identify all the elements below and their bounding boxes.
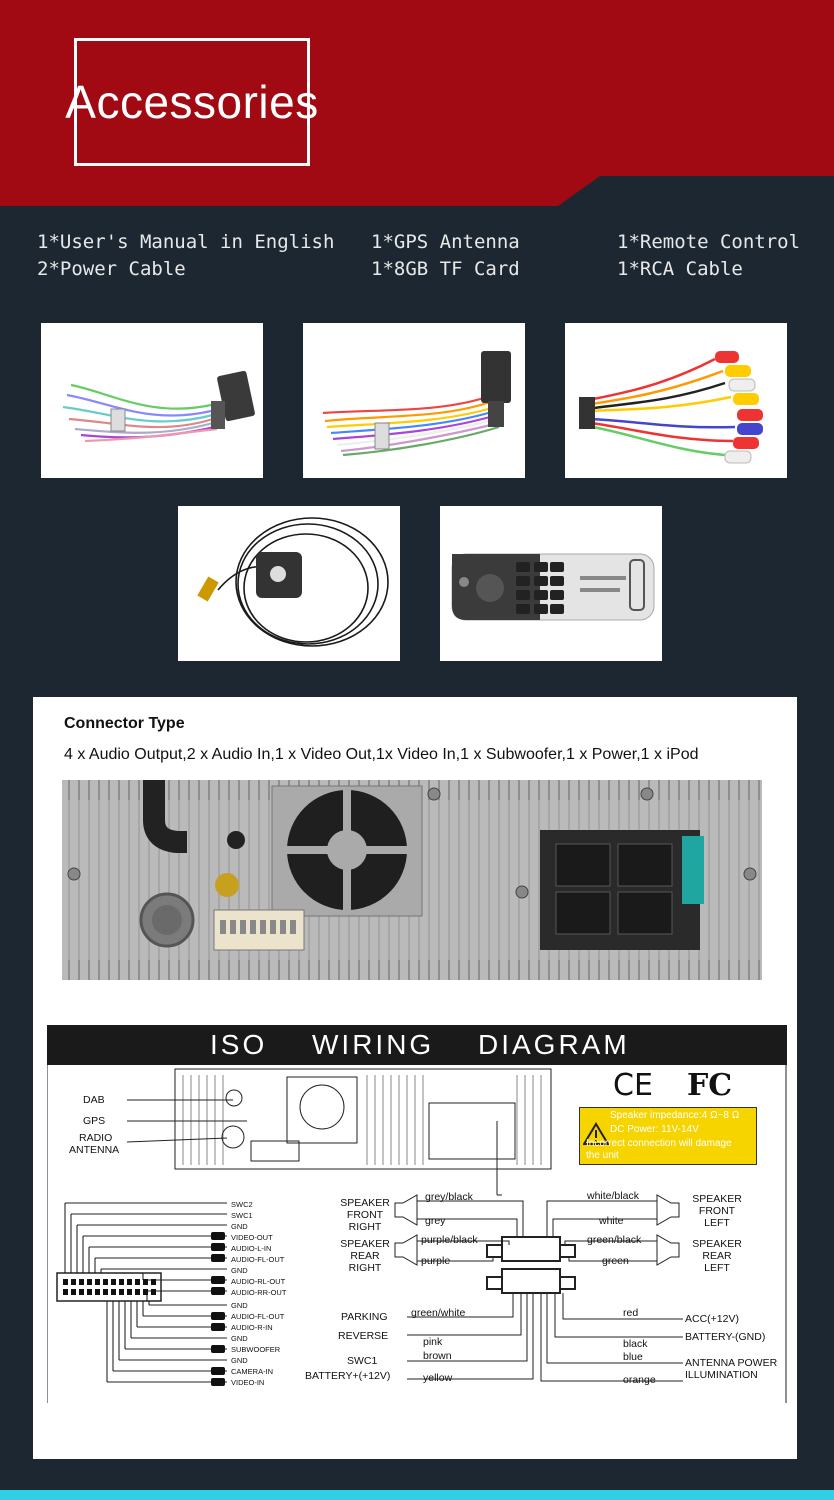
accessory-list-col1 xyxy=(37,229,334,283)
wire-color-label: red xyxy=(623,1307,639,1319)
accessory-item: 1*RCA Cable xyxy=(617,258,743,280)
wire-color-label: green/white xyxy=(411,1307,466,1319)
pin-label: CAMERA-IN xyxy=(231,1367,274,1376)
speaker-label-line: FRONT xyxy=(346,1209,384,1221)
pin-label: AUDIO-RR-OUT xyxy=(231,1288,287,1297)
pin-label: GND xyxy=(231,1334,248,1343)
accessory-item: 1*GPS Antenna xyxy=(371,231,520,253)
warning-line: the unit xyxy=(586,1150,619,1161)
accessory-item: 1*Remote Control xyxy=(617,231,801,253)
signal-antenna-power-label: ANTENNA POWER xyxy=(685,1357,778,1369)
page-title-box xyxy=(65,38,319,166)
signal-swc1-label: SWC1 xyxy=(347,1355,378,1367)
radio-antenna-label: RADIO xyxy=(79,1132,113,1144)
pin-label: AUDIO-RL-OUT xyxy=(231,1277,286,1286)
accessory-list-col2 xyxy=(371,229,520,283)
wire-color-label: brown xyxy=(423,1350,452,1362)
speaker-front-left-label xyxy=(687,1193,747,1229)
speaker-label-line: RIGHT xyxy=(348,1221,382,1233)
speaker-rear-left-label xyxy=(687,1238,747,1274)
unit-back-panel-photo xyxy=(62,780,762,980)
speaker-label-line: SPEAKER xyxy=(340,1238,390,1250)
pin-label: AUDIO-FL-OUT xyxy=(231,1312,285,1321)
wire-color-label: black xyxy=(623,1338,648,1350)
speaker-label-line: SPEAKER xyxy=(692,1238,742,1250)
accessory-item: 1*8GB TF Card xyxy=(371,258,520,280)
pin-label: GND xyxy=(231,1266,248,1275)
pin-label: VIDEO-IN xyxy=(231,1378,265,1387)
remote-control-photo xyxy=(440,506,662,661)
wire-color-label: yellow xyxy=(423,1372,453,1384)
pin-label: AUDIO-L-IN xyxy=(231,1244,272,1253)
connector-description: 4 x Audio Output,2 x Audio In,1 x Video Out,1x Video In,1 x Subwoofer,1 x Power,1 x iPod xyxy=(64,746,699,763)
warning-label xyxy=(579,1107,757,1165)
ce-mark-icon: CE xyxy=(613,1068,653,1103)
wire-color-label: orange xyxy=(623,1374,656,1386)
rca-cable-photo xyxy=(565,323,787,478)
pin-label: GND xyxy=(231,1301,248,1310)
pin-label: GND xyxy=(231,1356,248,1365)
speaker-label-line: SPEAKER xyxy=(692,1193,742,1205)
warning-line: DC Power: 11V-14V xyxy=(610,1124,699,1135)
pin-label: GND xyxy=(231,1222,248,1231)
power-cable-photo xyxy=(41,323,263,478)
speaker-label-line: REAR xyxy=(350,1250,380,1262)
signal-illumination-label: ILLUMINATION xyxy=(685,1369,758,1381)
speaker-label-line: FRONT xyxy=(698,1205,736,1217)
warning-line: Speaker impedance:4 Ω~8 Ω xyxy=(610,1110,740,1121)
connector-panel xyxy=(33,697,797,1459)
speaker-label-line: REAR xyxy=(702,1250,732,1262)
header-banner xyxy=(0,0,834,206)
wiring-lines xyxy=(47,1025,787,1403)
speaker-label-line: RIGHT xyxy=(348,1262,382,1274)
warning-line: Incorrect connection will damage xyxy=(586,1138,732,1149)
wire-color-label: grey xyxy=(425,1215,446,1227)
signal-battery-label: BATTERY+(+12V) xyxy=(305,1370,391,1382)
connector-title: Connector Type xyxy=(64,715,185,732)
signal-acc-label: ACC(+12V) xyxy=(685,1313,739,1325)
accessory-list-col3 xyxy=(617,229,800,283)
wire-color-label: green/black xyxy=(587,1234,642,1246)
gps-label: GPS xyxy=(83,1115,106,1127)
wire-color-label: purple xyxy=(421,1255,451,1267)
iso-heading-word: WIRING xyxy=(312,1029,435,1060)
speaker-rear-right-label xyxy=(337,1238,393,1274)
pin-label: AUDIO-FL-OUT xyxy=(231,1255,285,1264)
wire-color-label: purple/black xyxy=(421,1234,478,1246)
page-title: Accessories xyxy=(65,76,319,128)
pin-label: SWC2 xyxy=(231,1200,253,1209)
dab-label: DAB xyxy=(83,1094,105,1106)
wire-color-label: white/black xyxy=(587,1190,639,1202)
wire-color-label: grey/black xyxy=(425,1191,473,1203)
iso-heading-word: DIAGRAM xyxy=(478,1029,630,1060)
pin-label: AUDIO-R-IN xyxy=(231,1323,273,1332)
wire-color-label: blue xyxy=(623,1351,643,1363)
bottom-accent-bar xyxy=(0,1490,834,1500)
iso-wiring-diagram xyxy=(47,1025,787,1403)
speaker-label-line: LEFT xyxy=(704,1217,730,1229)
speaker-front-right-label xyxy=(337,1197,393,1233)
speaker-label-line: LEFT xyxy=(704,1262,730,1274)
gps-antenna-photo xyxy=(178,506,400,661)
pin-label: SWC1 xyxy=(231,1211,253,1220)
iso-heading-word: ISO xyxy=(210,1029,268,1060)
signal-battery-gnd-label: BATTERY-(GND) xyxy=(685,1331,766,1343)
pin-label: VIDEO-OUT xyxy=(231,1233,273,1242)
accessory-item: 2*Power Cable xyxy=(37,258,186,280)
accessory-item: 1*User's Manual in English xyxy=(37,231,335,253)
fcc-mark-icon: FC xyxy=(687,1068,733,1103)
iso-harness-photo xyxy=(303,323,525,478)
speaker-label-line: SPEAKER xyxy=(340,1197,390,1209)
wire-color-label: white xyxy=(599,1215,624,1227)
radio-antenna-label: ANTENNA xyxy=(69,1144,120,1156)
signal-parking-label: PARKING xyxy=(341,1311,388,1323)
wire-color-label: green xyxy=(602,1255,629,1267)
pin-label: SUBWOOFER xyxy=(231,1345,281,1354)
signal-reverse-label: REVERSE xyxy=(338,1330,389,1342)
wire-color-label: pink xyxy=(423,1336,443,1348)
